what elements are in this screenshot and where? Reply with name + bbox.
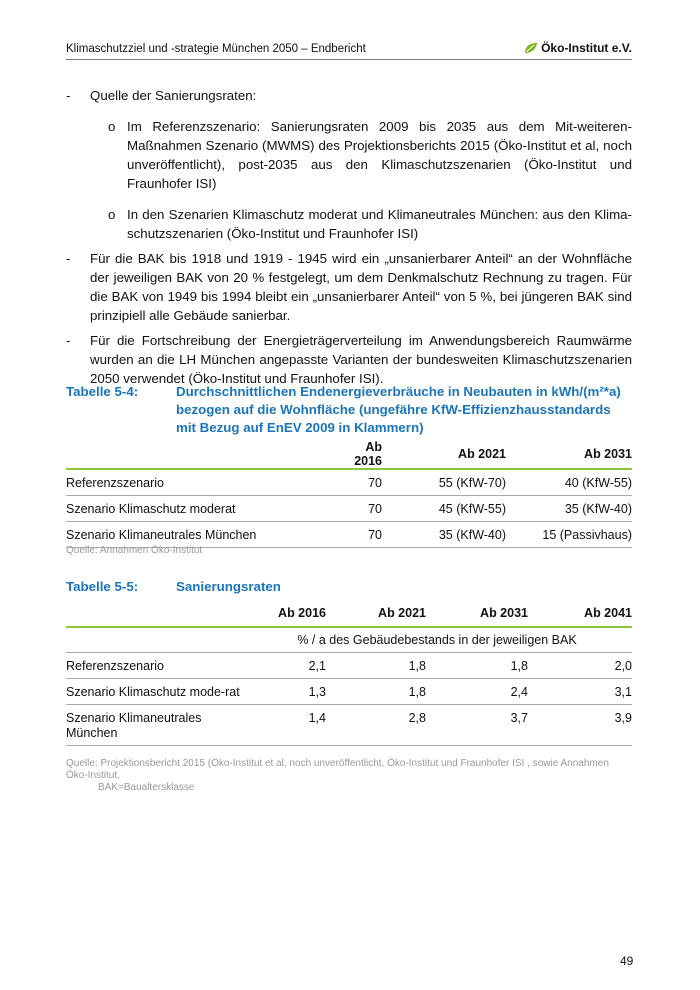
leaf-icon [524,42,538,54]
sub-bullet-item [108,117,632,193]
table-row [66,496,632,522]
sub-bullet-marker: o [108,119,116,134]
bullet-dash: - [66,251,71,266]
table-header-cell: Ab 2016 [242,600,326,627]
table-cell: 2,4 [426,679,528,705]
table-header-cell: Ab 2021 [326,600,426,627]
bullet-item [66,331,632,388]
row-label: Szenario Klimaneutrales München [66,705,242,746]
table-cell: 3,1 [528,679,632,705]
table-caption-text: Sanierungsraten [176,579,281,594]
table-cell: 35 (KfW-40) [382,522,506,548]
bullet-item [66,86,632,105]
sub-bullet-text: In den Szenarien Klimaschutz moderat und Klimaneutrales München: aus den Klima-schutzszenarien (Öko-Institut und Fraunhofer ISI) [127,207,632,241]
table-cell: 45 (KfW-55) [382,496,506,522]
bullet-dash: - [66,88,71,103]
table-header-empty [66,600,242,627]
header-rule [66,59,632,60]
bullet-list [66,86,632,388]
row-label: Szenario Klimaneutrales München [66,522,336,548]
unit-cell: % / a des Gebäudebestands in der jeweiligen BAK [242,627,632,653]
bullet-text: Für die Fortschreibung der Energieträgerverteilung im Anwendungsbereich Raumwärme wurden an die LH München angepasste Varianten der bundesweiten Klimaschutzszenarien 2050 verwendet (Öko-Institut und Fraunhofer ISI). [90,333,632,386]
table-header-cell: Ab 2041 [528,600,632,627]
bullet-text: Quelle der Sanierungsraten: [90,88,257,103]
table-cell: 1,8 [326,679,426,705]
page-number: 49 [620,954,634,968]
table-endenergie [66,440,632,548]
table-cell: 70 [336,496,382,522]
sub-bullet-marker: o [108,207,116,222]
bullet-dash: - [66,333,71,348]
table-sanierungsraten [66,600,632,746]
table-cell: 15 (Passivhaus) [506,522,632,548]
table-header-row [66,600,632,627]
table-number: Tabelle 5-4: [66,384,139,399]
table-cell: 3,7 [426,705,528,746]
table-cell: 1,3 [242,679,326,705]
table-row [66,469,632,496]
table-cell: 1,4 [242,705,326,746]
table-row [66,522,632,548]
table-row [66,705,632,746]
bullet-text: Für die BAK bis 1918 und 1919 - 1945 wird ein „unsanierbarer Anteil“ an der Wohnfläche der jeweiligen BAK von 20 % festgelegt, um dem Denkmalschutz Rechnung zu tragen. Für die BAK von 1949 bis 1994 bleibt ein „unsanierbarer Anteil“ von 5 %, bei jüngeren BAK sind prinzipiell alle Gebäude sanierbar. [90,251,632,323]
table-cell: 3,9 [528,705,632,746]
table-cell: 70 [336,522,382,548]
table-header-cell: Ab 2016 [336,440,382,469]
table-caption [66,383,632,437]
table-cell: 35 (KfW-40) [506,496,632,522]
table-row [66,679,632,705]
table-cell: 70 [336,469,382,496]
sub-bullet-text: Im Referenzszenario: Sanierungsraten 2009 bis 2035 aus dem Mit-weiteren-Maßnahmen Szenario (MWMS) des Projektionsberichts 2015 (Öko-Institut et al, noch unveröffentlicht), post-2035 aus den Klimaschutzszenarien (Öko-Institut und Fraunhofer ISI) [127,119,632,191]
table-unit-row [66,627,632,653]
row-label: Referenzszenario [66,653,242,679]
table-header-cell: Ab 2031 [506,440,632,469]
table-cell: 2,0 [528,653,632,679]
table-cell: 2,8 [326,705,426,746]
table-cell: 1,8 [426,653,528,679]
page-header [66,40,632,60]
table-header-cell: Ab 2021 [382,440,506,469]
table-cell: 1,8 [326,653,426,679]
row-label: Referenzszenario [66,469,336,496]
table-source [66,758,632,794]
table-header-empty [66,440,336,469]
logo [524,41,632,55]
table-cell: 2,1 [242,653,326,679]
table-row [66,653,632,679]
table-source-line: Quelle: Projektionsbericht 2015 (Öko-Institut et al, noch unveröffentlicht, Öko-Institut und Fraunhofer ISI , sowie Annahmen Öko-Institut, [66,758,609,781]
table-caption-text: Durchschnittlichen Endenergieverbräuche in Neubauten in kWh/(m²*a) bezogen auf die Wohnfläche (ungefähre KfW-Effizienzhausstandards mit Bezug auf EnEV 2009 in Klammern) [176,384,621,435]
table-cell: 40 (KfW-55) [506,469,632,496]
table-caption [66,578,632,596]
row-label: Szenario Klimaschutz mode-rat [66,679,242,705]
table-source-line: BAK=Baualtersklasse [98,782,195,793]
row-label: Szenario Klimaschutz moderat [66,496,336,522]
table-source: Quelle: Annahmen Öko-Institut [66,545,203,556]
table-header-cell: Ab 2031 [426,600,528,627]
table-cell: 55 (KfW-70) [382,469,506,496]
header-title: Klimaschutzziel und -strategie München 2050 – Endbericht [66,43,366,55]
table-number: Tabelle 5-5: [66,579,139,594]
table-cell-empty [66,627,242,653]
bullet-item [66,249,632,325]
table-header-row [66,440,632,469]
logo-text: Öko-Institut e.V. [541,41,632,55]
sub-bullet-item [108,205,632,243]
